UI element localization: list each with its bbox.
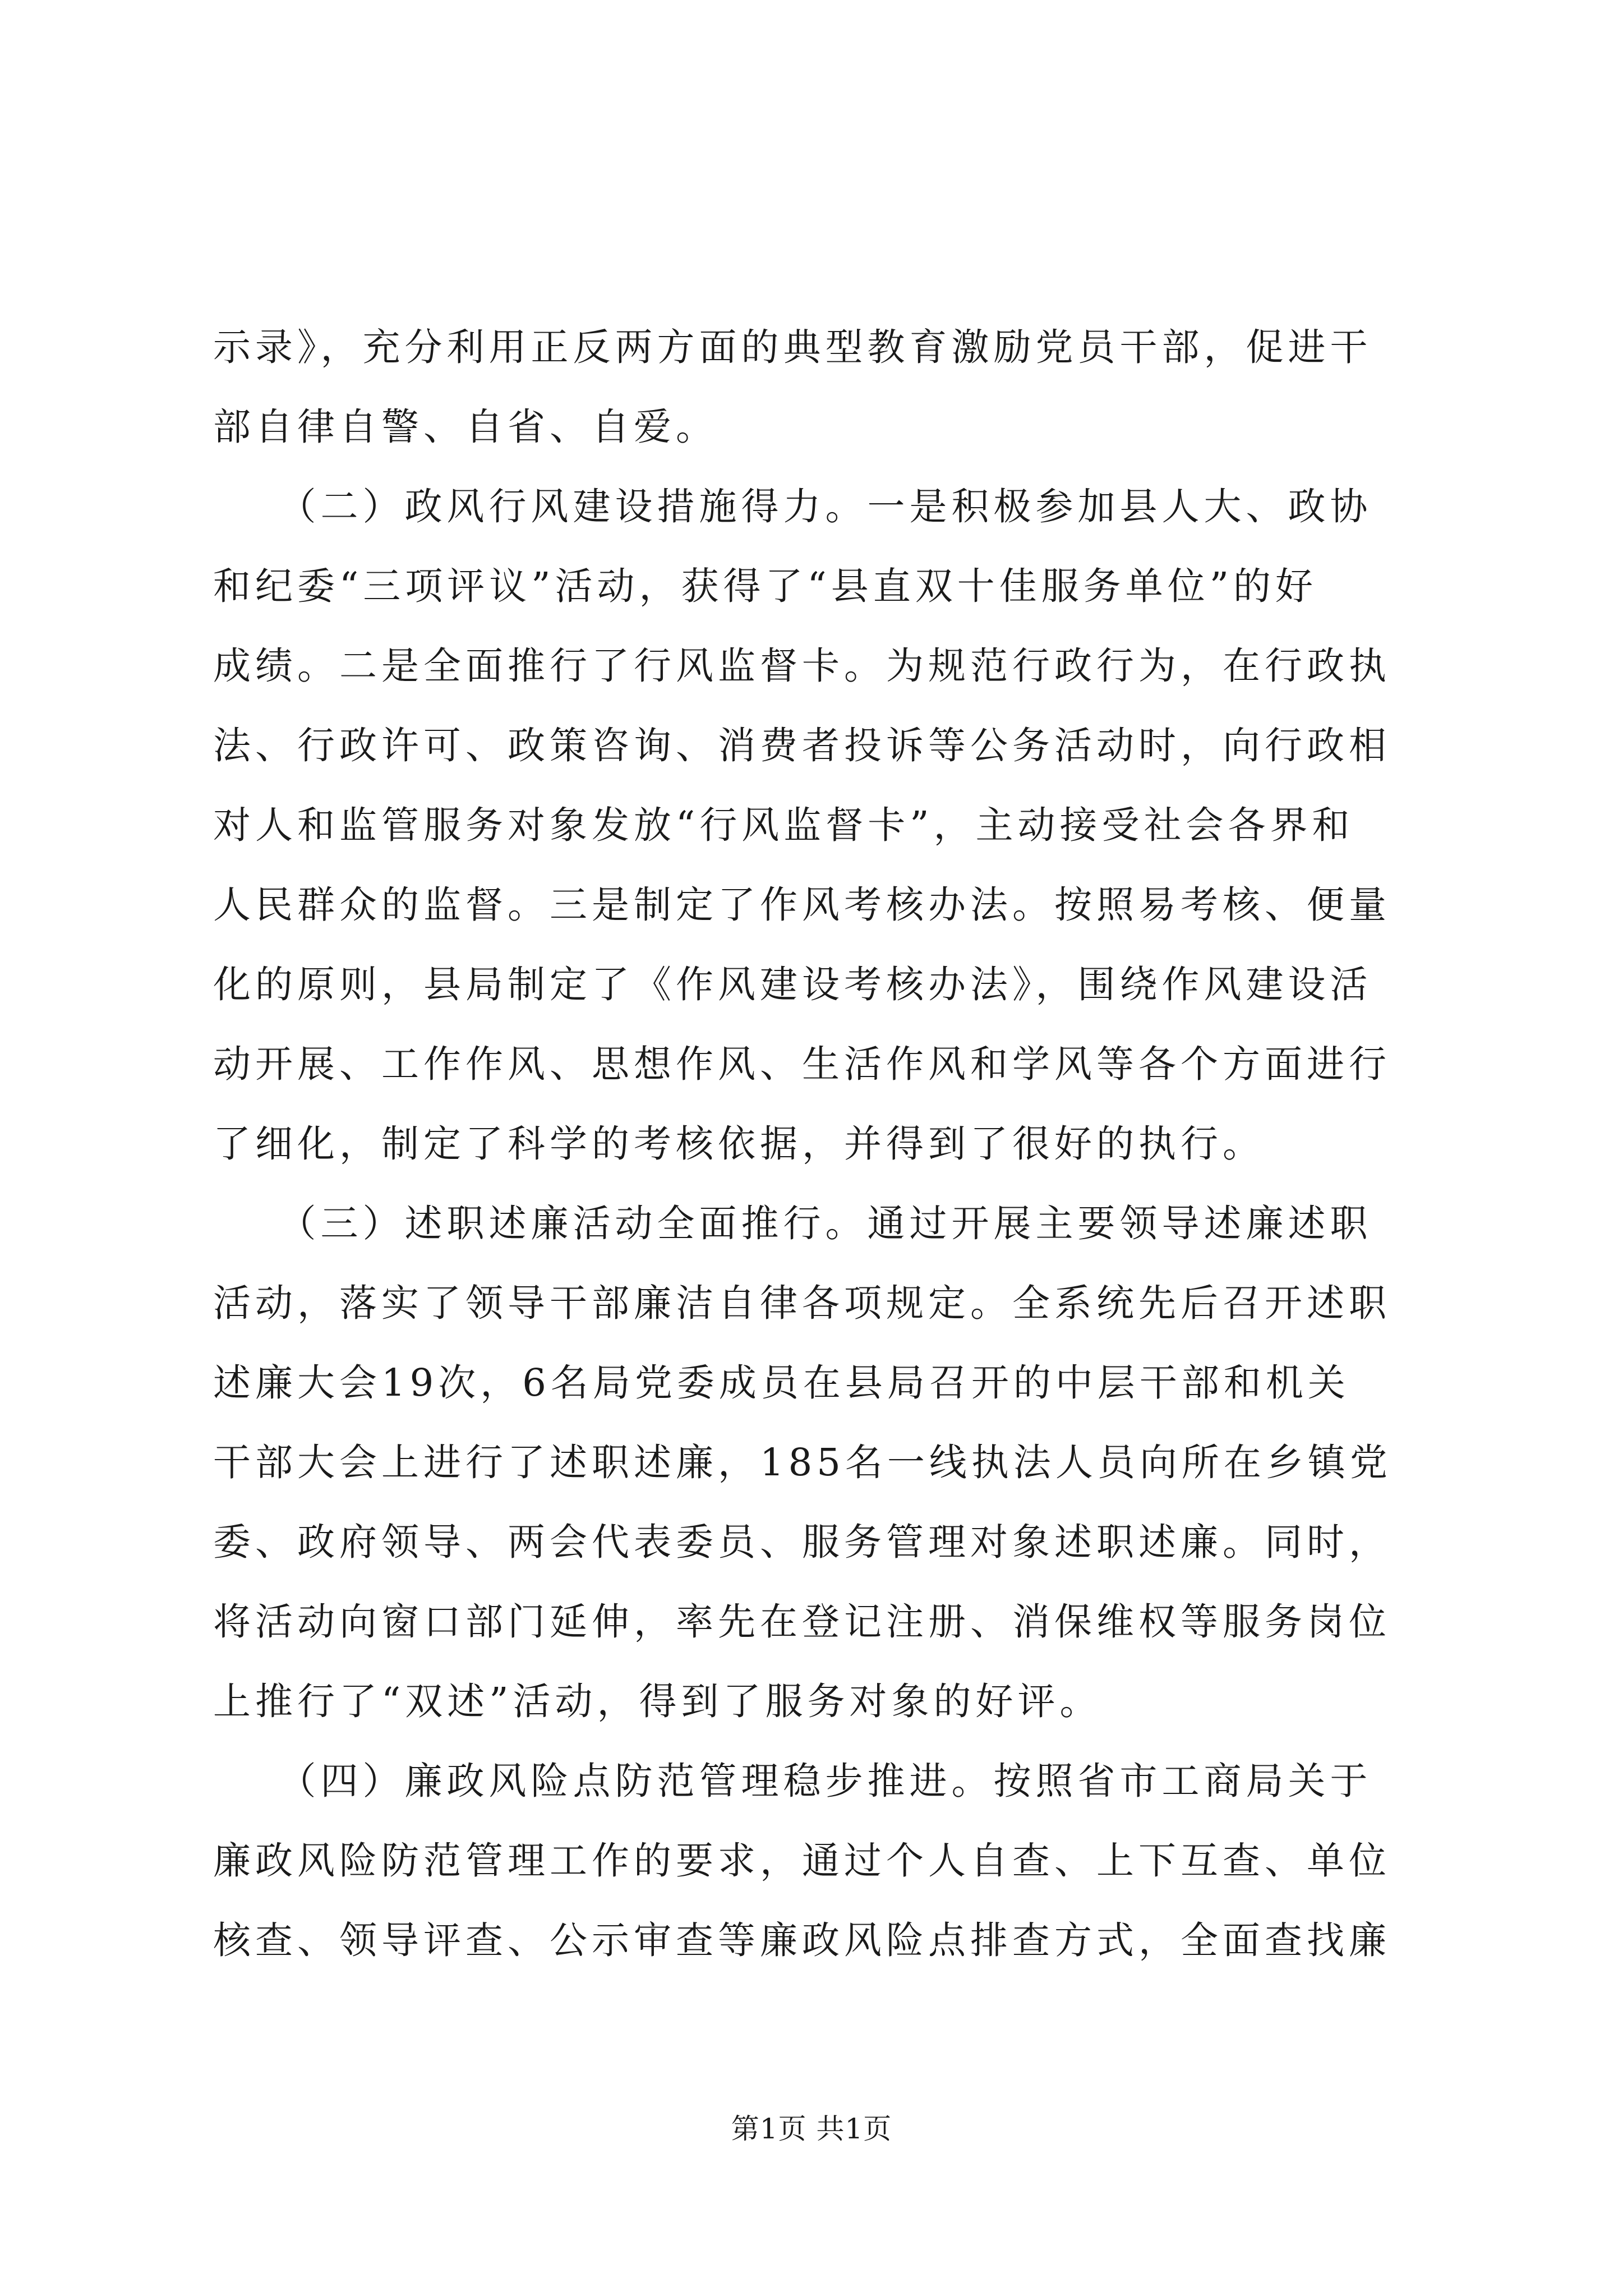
document-body (213, 307, 1430, 1980)
body-line: 化的原则，县局制定了《作风建设考核办法》，围绕作风建设活 (213, 963, 1372, 1006)
paragraph-2-line: （二）政风行风建设措施得力。一是积极参加县人大、政协 (213, 485, 1372, 528)
body-line: 部自律自警、自省、自爱。 (213, 405, 718, 449)
paragraph-3-line: （三）述职述廉活动全面推行。通过开展主要领导述廉述职 (213, 1202, 1372, 1245)
body-line: 人民群众的监督。三是制定了作风考核办法。按照易考核、便量 (213, 883, 1391, 927)
body-line: 动开展、工作作风、思想作风、生活作风和学风等各个方面进行 (213, 1042, 1391, 1086)
body-line: 了细化，制定了科学的考核依据，并得到了很好的执行。 (213, 1122, 1265, 1166)
body-line: 示录》，充分利用正反两方面的典型教育激励党员干部，促进干 (213, 325, 1372, 369)
body-line: 委、政府领导、两会代表委员、服务管理对象述职述廉。同时， (213, 1520, 1391, 1564)
body-line: 成绩。二是全面推行了行风监督卡。为规范行政行为，在行政执 (213, 644, 1391, 688)
body-line: 对人和监管服务对象发放“行风监督卡”，主动接受社会各界和 (213, 803, 1354, 847)
body-line: 干部大会上进行了述职述廉，185名一线执法人员向所在乡镇党 (213, 1441, 1392, 1484)
paragraph-4-line: （四）廉政风险点防范管理稳步推进。按照省市工商局关于 (213, 1759, 1372, 1803)
page-number-footer: 第1页 共1页 (731, 2113, 892, 2145)
body-line: 上推行了“双述”活动，得到了服务对象的好评。 (213, 1680, 1102, 1723)
body-line: 核查、领导评查、公示审查等廉政风险点排查方式，全面查找廉 (213, 1918, 1391, 1962)
body-line: 活动，落实了领导干部廉洁自律各项规定。全系统先后召开述职 (213, 1281, 1391, 1325)
body-line: 将活动向窗口部门延伸，率先在登记注册、消保维权等服务岗位 (213, 1600, 1391, 1644)
body-line: 述廉大会19次，6名局党委成员在县局召开的中层干部和机关 (213, 1361, 1350, 1405)
body-line: 和纪委“三项评议”活动，获得了“县直双十佳服务单位”的好 (213, 564, 1318, 608)
body-line: 廉政风险防范管理工作的要求，通过个人自查、上下互查、单位 (213, 1839, 1391, 1883)
body-line: 法、行政许可、政策咨询、消费者投诉等公务活动时，向行政相 (213, 724, 1391, 767)
